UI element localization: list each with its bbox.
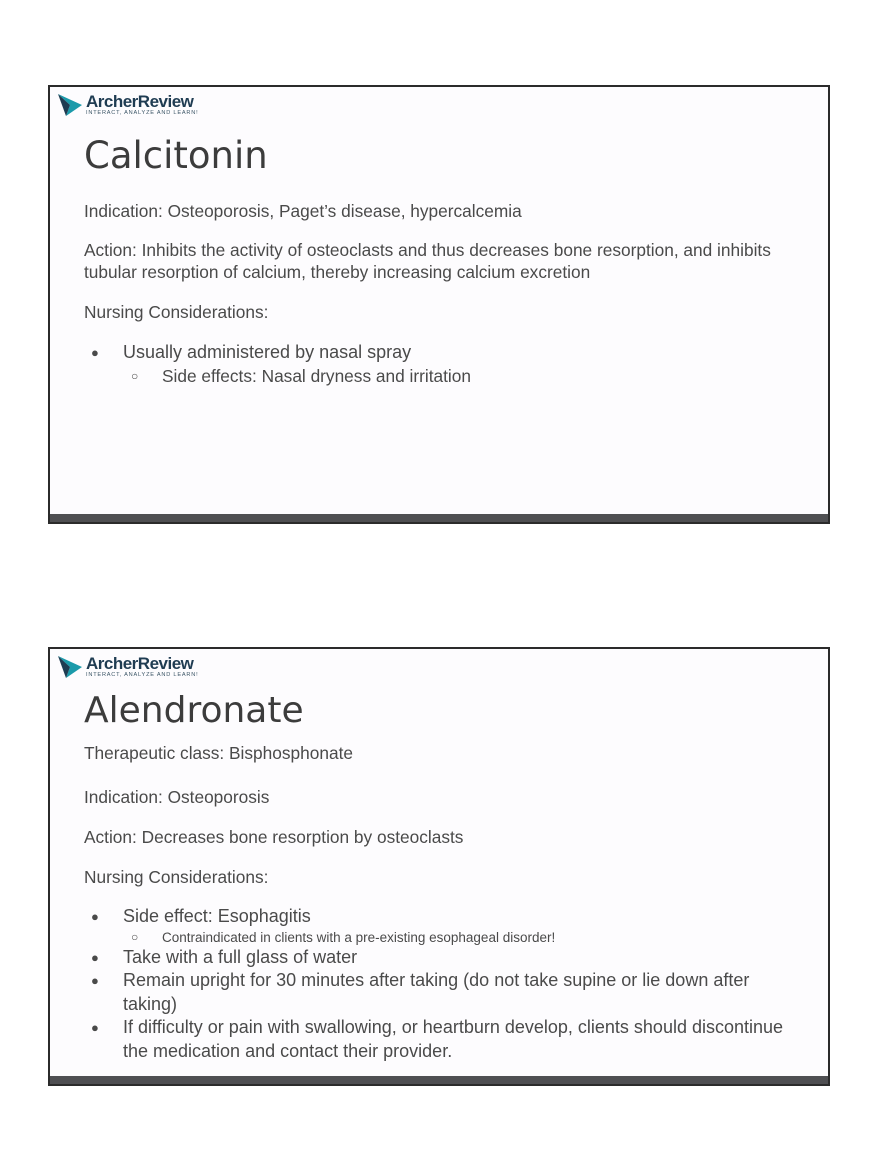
slide-title: Alendronate bbox=[84, 690, 304, 731]
list-item: ● Take with a full glass of water bbox=[84, 946, 794, 970]
nursing-considerations-heading: Nursing Considerations: bbox=[84, 302, 269, 322]
logo-tagline: INTERACT, ANALYZE AND LEARN! bbox=[86, 672, 199, 678]
archer-review-logo bbox=[56, 654, 198, 680]
logo-brand: ArcherReview bbox=[86, 92, 194, 111]
sub-list-item: ○ Side effects: Nasal dryness and irritation bbox=[123, 365, 794, 387]
sub-list bbox=[123, 929, 794, 946]
logo-tagline: INTERACT, ANALYZE AND LEARN! bbox=[86, 110, 199, 116]
list-item bbox=[84, 905, 794, 946]
bullet-list bbox=[84, 905, 794, 1063]
action-text: Action: Decreases bone resorption by osteoclasts bbox=[84, 827, 464, 847]
sub-list-item: ○ Contraindicated in clients with a pre-existing esophageal disorder! bbox=[123, 929, 794, 946]
slide-title: Calcitonin bbox=[84, 134, 268, 177]
list-item: ● If difficulty or pain with swallowing, or heartburn develop, clients should discontinue the medication and contact their provider. bbox=[84, 1016, 794, 1063]
bullet-text: Usually administered by nasal spray bbox=[123, 342, 412, 362]
indication-text: Indication: Osteoporosis bbox=[84, 787, 270, 807]
archer-review-logo bbox=[56, 92, 198, 118]
sub-list bbox=[123, 365, 794, 387]
slide-footer-bar bbox=[50, 1076, 828, 1084]
archer-logo-icon bbox=[56, 654, 84, 680]
slide-calcitonin bbox=[48, 85, 830, 524]
list-item bbox=[84, 341, 794, 387]
therapeutic-class-text: Therapeutic class: Bisphosphonate bbox=[84, 743, 353, 763]
slide-footer-bar bbox=[50, 514, 828, 522]
archer-logo-icon bbox=[56, 92, 84, 118]
list-item: ● Remain upright for 30 minutes after taking (do not take supine or lie down after taking) bbox=[84, 969, 794, 1016]
logo-brand: ArcherReview bbox=[86, 654, 194, 673]
nursing-considerations-heading: Nursing Considerations: bbox=[84, 867, 269, 887]
slide-alendronate bbox=[48, 647, 830, 1086]
bullet-text: Side effect: Esophagitis bbox=[123, 906, 311, 926]
indication-text: Indication: Osteoporosis, Paget’s disease, hypercalcemia bbox=[84, 201, 522, 221]
bullet-list bbox=[84, 341, 794, 387]
action-text: Action: Inhibits the activity of osteoclasts and thus decreases bone resorption, and inhibits tubular resorption of calcium, thereby increasing calcium excretion bbox=[84, 240, 771, 282]
